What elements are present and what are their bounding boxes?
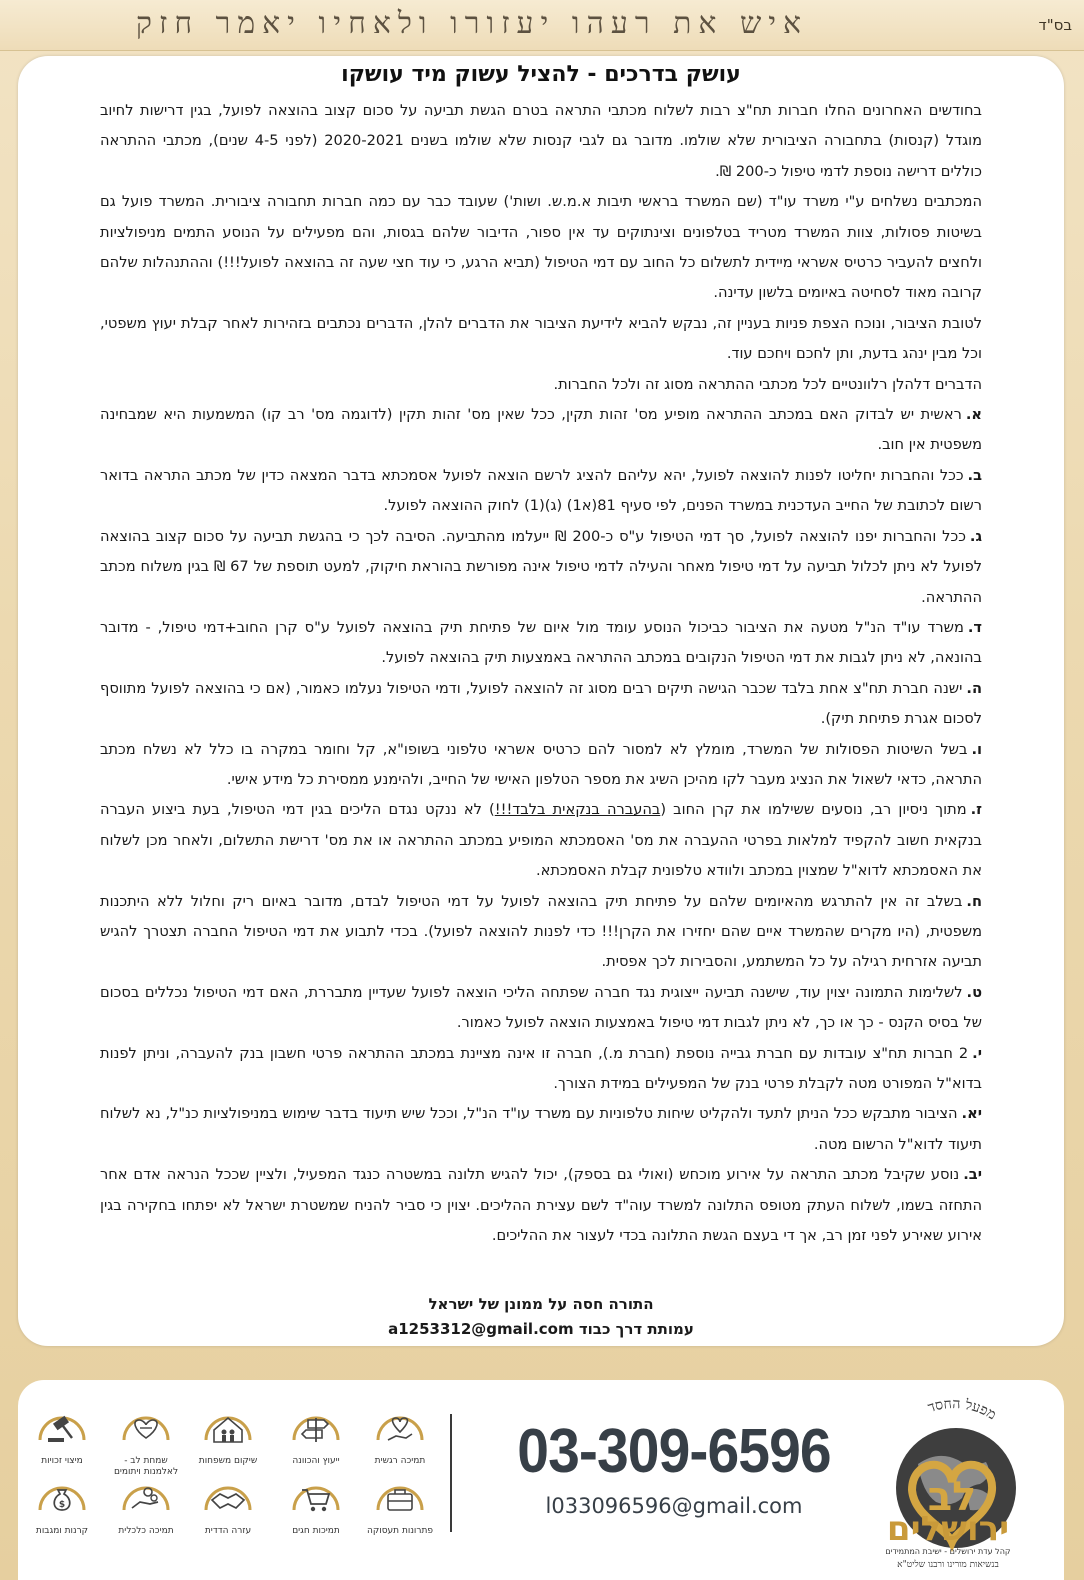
logo-arc-text: מפעל החסד	[926, 1396, 999, 1424]
service-label: תמיכה רגשית	[374, 1456, 426, 1466]
list-item	[100, 613, 982, 674]
list-item	[100, 735, 982, 796]
top-banner	[0, 0, 1084, 51]
intro-paragraph: הדברים דלהלן רלוונטיים לכל מכתבי ההתראה מסוג זה ולכל החברות.	[553, 375, 982, 393]
lev-yerushalayim-logo	[848, 1394, 1048, 1570]
service-label: שיקום משפחות	[198, 1456, 258, 1466]
item-text: ככל והחברות יחליטו לפנות להוצאה לפועל, יהא עליהם להציג לרשם הוצאה לפועל אסמכתא בדבר המצאה כדין של מכתב התראה בדואר רשום לכתובת של החייב העדכנית במשרד הפנים, לפי סעיף 81(א1) (ג)(1) לחוק ההוצאה לפועל.	[100, 466, 982, 515]
article-body	[100, 96, 982, 1251]
logo-word-lev: לב	[927, 1474, 977, 1520]
service-item	[22, 1480, 102, 1537]
service-label: מיצוי זכויות	[41, 1456, 83, 1466]
bsd-mark: בס"ד	[1038, 16, 1072, 34]
briefcase-icon	[372, 1480, 428, 1520]
item-text: ככל והחברות יפנו להוצאה לפועל, סך דמי הטיפול ע"ס כ-200 ₪ ייעלמו מהתביעה. הסיבה לכך כי בהגשת תביעה על סכום קצוב בהוצאה לפועל לא ניתן לכלול תביעה על דמי טיפול מאחר והעילה לדמי טיפול אינה מפורשת בהוראת חיקוק, למעט תוספת של 67 ₪ בגין משלוח מכתב ההתראה.	[100, 527, 983, 606]
item-text: בשל השיטות הפסולות של המשרד, מומלץ לא למסור להם כרטיס אשראי טלפוני בשופו"א, קל וחומר במקרה בו כלל לא נשלח מכתב התראה, כדאי לשאול את הנציג מעבר לקו מהיכן השיג את מספר הטלפון האישי של החייב, ולהימנע ממסירת כל מידע אישי.	[100, 740, 982, 788]
hand-coins-icon	[118, 1480, 174, 1520]
item-letter: ט.	[966, 983, 982, 1001]
service-item	[360, 1410, 440, 1467]
list-item	[100, 978, 982, 1039]
signature-block	[18, 1292, 1064, 1342]
item-letter: י.	[972, 1044, 982, 1062]
signature-line: התורה חסה על ממונן של ישראל	[428, 1295, 654, 1313]
organization-name: עמותת דרך כבוד	[578, 1320, 694, 1338]
motto: איש את רעהו יעזורו ולאחיו יאמר חזק	[135, 6, 809, 41]
service-label: תמיכות חגים	[292, 1526, 340, 1536]
list-item	[100, 1160, 982, 1251]
service-item	[22, 1410, 102, 1467]
item-letter: יא.	[961, 1105, 982, 1123]
signpost-icon	[288, 1410, 344, 1450]
item-letter: ד.	[967, 618, 982, 636]
shopping-cart-icon	[288, 1480, 344, 1520]
item-text: נוסע שקיבל מכתב התראה על אירוע מוכחש (ואולי גם בספק), יכול להגיש תלונה במשטרה כנגד המפעיל, ולציין שככל הנראה אדם אחר התחזה בשמו, לשלוח העתק מטופס התלונה למשרד עוה"ד לשם עצירת ההליכים. יצוין כי סביר להניח שמשטרת ישראל לא יפתחו בחקירה בגין אירוע שאירע לפני זמן רב, אך די בעצם הגשת התלונה בכדי לעצור את ההליכים.	[100, 1166, 982, 1245]
underlined-text: בהעברה בנקאית בלבד!!!	[494, 801, 661, 819]
logo-blessing: בנשיאות מורינו ורבנו שליט"א	[897, 1560, 999, 1570]
list-item	[100, 461, 982, 522]
heart-gift-icon	[118, 1410, 174, 1450]
list-item	[100, 400, 982, 461]
item-text: ) לא ננקט נגדם הליכים בגין דמי הטיפול, בעת ביצוע העברה בנקאית חשוב להקפיד למלאות בפרטי ההעברה את מס' האסמכתא המופיע במכתב ההתראה או את מס' דרישת התשלום, ולאחר מכן לשלוח את האסמכתא לדוא"ל שמצוין במכתב ולוודא טלפונית קבלת האסמכתא.	[100, 801, 982, 880]
item-text: הציבור מתבקש ככל הניתן לתעד ולהקליט שיחות טלפוניות עם משרד עו"ד הנ"ל, וככל שיש תיעוד בדבר שימוש במניפולציות כנ"ל, נא לשלוח תיעוד לדוא"ל הרשום מטה.	[100, 1105, 982, 1153]
list-item	[100, 887, 982, 978]
item-letter: ג.	[969, 527, 982, 545]
svg-text:$: $	[58, 1500, 66, 1510]
service-label: קרנות ומגבות	[35, 1526, 89, 1536]
item-letter: א.	[965, 406, 982, 424]
service-item	[276, 1480, 356, 1537]
service-label: ייעוץ והכוונה	[292, 1456, 340, 1466]
item-text: לשלימות התמונה יצוין עוד, שישנה תביעה ייצוגית נגד חברה שפתחה הליכי הוצאה לפועל שעדיין מתבררת, האם דמי הטיפול נכללים בסכום של בסיס הקנס - כך או כך, לא ניתן לגבות דמי טיפול באמצעות הוצאה לפועל כאמור.	[100, 983, 982, 1032]
logo-tagline: קהל עדת ירושלים - ישיבת המתמידים	[885, 1547, 1011, 1556]
service-item	[106, 1480, 186, 1537]
footer-email[interactable]: l033096596@gmail.com	[545, 1494, 803, 1518]
item-text: בשלב זה אין להתרגש מהאיומים שלהם על פתיחת תיק בהוצאה לפועל על דמי הטיפול לבדם, מדובר באיום ריק וחלול ללא היתכנות משפטית, (היו מקרים שהמשרד איים שהם יחזירו את הקרן!!! כדי לפנות להוצאה לפועל). בכדי לתבוע את דמי הטיפול החברה תצטרך להגיש תביעה אזרחית רגילה על כל המשתמע, והסבירות לכך אפסית.	[100, 892, 982, 971]
item-letter: ז.	[970, 801, 983, 819]
list-item	[100, 1039, 982, 1100]
item-text: משרד עו"ד הנ"ל מטעה את הציבור כביכול הנוסע עומד מול איום של פתיחת תיק בהוצאה לפועל ע"ס קרן החוב+דמי טיפול, - מדובר בהונאה, לא ניתן לגבות את דמי הטיפול הנקובים במכתב ההתראה באמצעות תיק בהוצאה לפועל.	[100, 618, 982, 667]
intro-paragraph: בחודשים האחרונים החלו חברות תח"צ רבות לשלוח מכתבי התראה בטרם הגשת תביעה על סכום קצוב בהוצאה לפועל, בגין דרישות לחיוב מוגדל (קנסות) בתחבורה הציבורית שלא שולמו. מדובר גם לגבי קנסות שלא שולמו בשנים 2020-2021 (לפני 4-5 שנים), מכתבי ההתראה כוללים דרישה נוספת לדמי טיפול כ-200 ₪.	[100, 102, 982, 180]
footer-card	[18, 1380, 1064, 1580]
gavel-icon	[34, 1410, 90, 1450]
article-title: עושק בדרכים - להציל עשוק מיד עושקו	[341, 62, 741, 87]
list-item	[100, 795, 982, 886]
service-item	[360, 1480, 440, 1537]
service-label: פתרונות תעסוקה	[366, 1526, 433, 1536]
item-letter: ה.	[966, 679, 982, 697]
family-home-icon	[200, 1410, 256, 1450]
service-item	[188, 1480, 268, 1537]
money-bag-icon	[34, 1480, 90, 1520]
list-item	[100, 1099, 982, 1160]
divider	[450, 1414, 452, 1532]
service-item	[276, 1410, 356, 1467]
service-item	[106, 1410, 186, 1478]
heart-hand-icon	[372, 1410, 428, 1450]
service-label: עזרה הדדית	[204, 1526, 252, 1536]
service-label: שמחת לב - לאלמנות ויתומים	[113, 1456, 179, 1477]
list-item	[100, 522, 982, 613]
item-text: ישנה חברת תח"צ אחת בלבד שכבר הגישה תיקים רבים מסוג זה להוצאה לפועל, ודמי הטיפול נעלמו כאמור, (אם כי בהוצאה לפועל מתווסף לסכום אגרת פתיחת תיק).	[100, 679, 982, 728]
contact-email[interactable]: a1253312@gmail.com	[388, 1320, 574, 1338]
item-text: 2 חברות תח"צ עובדות עם חברת גבייה נוספת (חברת מ.), חברה זו אינה מציינת במכתב ההתראה פרטי חשבון בנק להעברה, וניתן לפנות בדוא"ל המפורט מטה לקבלת פרטי בנק של המפעילים במידת הצורך.	[100, 1044, 982, 1092]
list-item	[100, 674, 982, 735]
intro-paragraph: לטובת הציבור, ונוכח הצפת פניות בעניין זה, נבקש להביא לידיעת הציבור את הדברים להלן, הדברים נכתבים בזהירות לאחר קבלת יעוץ משפטי, וכל מבין ינהג בדעת, ותן לחכם ויחכם עוד.	[100, 314, 982, 363]
item-text: מתוך ניסיון רב, נוסעים ששילמו את קרן החוב (	[660, 801, 967, 819]
logo-word-yerushalayim: ירושלים	[886, 1509, 1010, 1549]
phone-number[interactable]: 03-309-6596	[517, 1417, 831, 1486]
service-item	[188, 1410, 268, 1467]
item-letter: יב.	[963, 1166, 982, 1184]
item-letter: ח.	[966, 892, 982, 910]
service-label: תמיכה כלכלית	[118, 1526, 174, 1536]
item-text: ראשית יש לבדוק האם במכתב ההתראה מופיע מס' זהות תקין, ככל שאין מס' זהות תקין (לדוגמה מס' רב קו) המשמעות היא שמבחינה משפטית אין חוב.	[100, 406, 982, 454]
article-card	[18, 56, 1064, 1346]
item-letter: ב.	[967, 466, 982, 484]
handshake-icon	[200, 1480, 256, 1520]
signature-contact	[18, 1317, 1064, 1342]
intro-paragraph: המכתבים נשלחים ע"י משרד עו"ד (שם המשרד בראשי תיבות א.מ.ש. ושות') שעובד כבר עם כמה חברות תחבורה ציבורית. המשרד פועל גם בשיטות פסולות, צוות המשרד מטריד בטלפונים וצינתוקים עד אין ספור, הדיבור שלהם בגסות, והם מפעילים על הנוסע התמים מניפולציות ולחצים להעביר כרטיס אשראי מיידית לתשלום כל החוב עם דמי הטיפול (תביא הרגע, כי עוד חצי שעה זה בהוצאה לפועל!!!) וההתנהלות שלהם קרובה מאוד לסחיטה באיומים בלשון עדינה.	[100, 193, 982, 302]
item-letter: ו.	[971, 740, 982, 758]
